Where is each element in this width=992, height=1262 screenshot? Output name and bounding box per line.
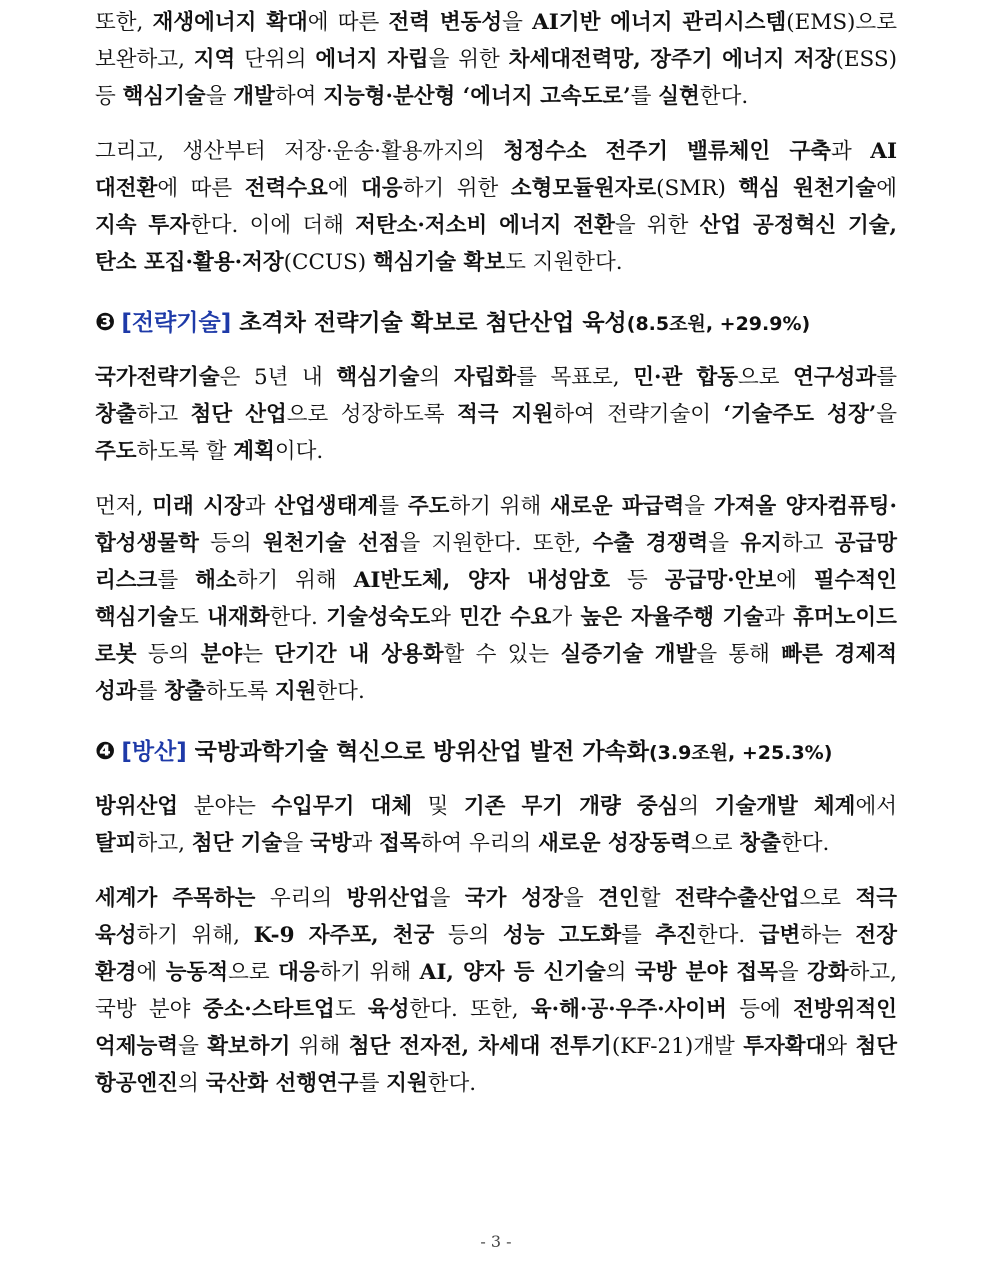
number-three-icon: ❸: [95, 308, 116, 336]
paragraph-quantum-ai-semiconductor: 먼저, 미래 시장과 산업생태계를 주도하기 위해 새로운 파급력을 가져올 양자컴퓨팅·합성생물학 등의 원천기술 선점을 지원한다. 또한, 수출 경쟁력을 유지하고 공급망 리스크를 해소하기 위해 AI반도체, 양자 내성암호 등 공급망·안보에 필수적인 핵심기술도 내재화한다. 기술성숙도와 민간 수요가 높은 자율주행 기술과 휴머노이드 로봇 등의 분야는 단기간 내 상용화할 수 있는 실증기술 개발을 통해 빠른 경제적 성과를 창출하도록 지원한다.: [95, 494, 898, 704]
paragraph-hydrogen-smr: 그리고, 생산부터 저장·운송·활용까지의 청정수소 전주기 밸류체인 구축과 AI 대전환에 따른 전력수요에 대응하기 위한 소형모듈원자로(SMR) 핵심 원천기술에 지속 투자한다. 이에 더해 저탄소·저소비 에너지 전환을 위한 산업 공정혁신 기술, 탄소 포집·활용·저장(CCUS) 핵심기술 확보도 지원한다.: [95, 139, 898, 275]
paragraph-defense-industry: 방위산업 분야는 수입무기 대체 및 기존 무기 개량 중심의 기술개발 체계에서 탈피하고, 첨단 기술을 국방과 접목하여 우리의 새로운 성장동력으로 창출한다.: [95, 794, 897, 856]
paragraph-energy-ems: 또한, 재생에너지 확대에 따른 전력 변동성을 AI기반 에너지 관리시스템(EMS)으로 보완하고, 지역 단위의 에너지 자립을 위한 차세대전력망, 장주기 에너지 저장(ESS) 등 핵심기술을 개발하여 지능형·분산형 ‘에너지 고속도로’를 실현한다.: [95, 10, 897, 109]
heading-tag: [전략기술]: [121, 310, 232, 336]
number-four-icon: ❹: [95, 737, 116, 765]
heading-budget: (3.9조원, +25.3%): [648, 742, 833, 764]
paragraph-defense-export: 세계가 주목하는 우리의 방위산업을 국가 성장을 견인할 전략수출산업으로 적극 육성하기 위해, K-9 자주포, 천궁 등의 성능 고도화를 추진한다. 급변하는 전장 환경에 능동적으로 대응하기 위해 AI, 양자 등 신기술의 국방 분야 접목을 강화하고, 국방 분야 중소·스타트업도 육성한다. 또한, 육·해·공·우주·사이버 등에 전방위적인 억제능력을 확보하기 위해 첨단 전자전, 차세대 전투기(KF-21)개발 투자확대와 첨단 항공엔진의 국산화 선행연구를 지원한다.: [95, 886, 898, 1096]
page-number: - 3 -: [480, 1232, 512, 1251]
document-page: [95, 4, 897, 1102]
heading-tag: [방산]: [121, 739, 187, 765]
section-heading-defense: [95, 734, 897, 770]
heading-title: 초격차 전략기술 확보로 첨단산업 육성: [231, 310, 627, 336]
heading-title: 국방과학기술 혁신으로 방위산업 발전 가속화: [186, 739, 649, 765]
heading-budget: (8.5조원, +29.9%): [626, 313, 811, 335]
section-heading-strategic-tech: [95, 305, 897, 341]
paragraph-national-strategic-tech: 국가전략기술은 5년 내 핵심기술의 자립화를 목표로, 민·관 합동으로 연구성과를 창출하고 첨단 산업으로 성장하도록 적극 지원하여 전략기술이 ‘기술주도 성장’을 주도하도록 할 계획이다.: [95, 365, 897, 464]
